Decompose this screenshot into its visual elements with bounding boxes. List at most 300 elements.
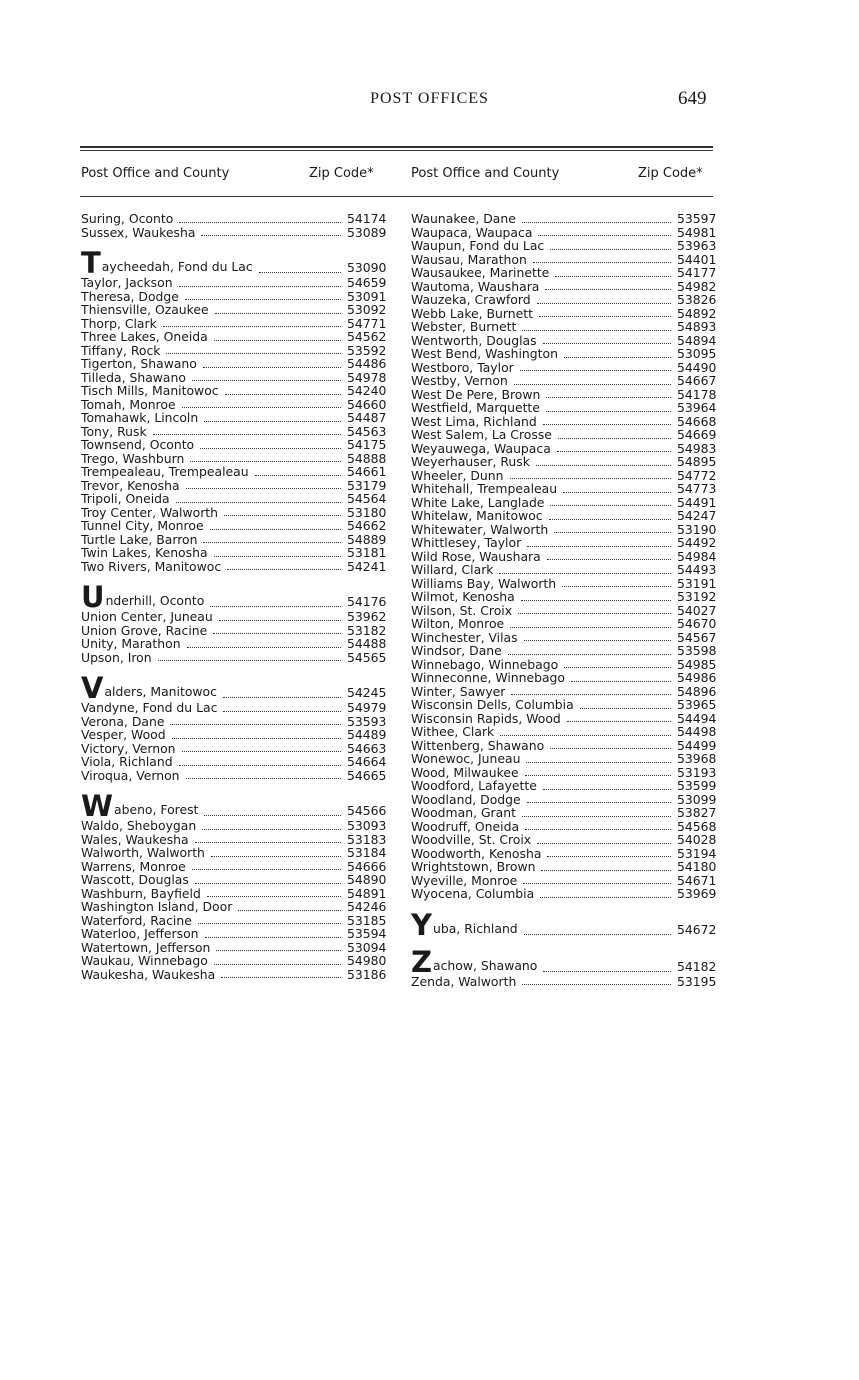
letter-group bbox=[411, 944, 717, 989]
list-item bbox=[81, 246, 387, 280]
initial-letter: V bbox=[81, 671, 104, 705]
right-column-zip-label: Zip Code* bbox=[638, 166, 703, 181]
list-item bbox=[411, 975, 717, 989]
post-office-name: Union Grove, Racine bbox=[81, 622, 208, 638]
dot-leader bbox=[182, 407, 341, 408]
list-item bbox=[411, 455, 717, 469]
post-office-name: Williams Bay, Walworth bbox=[411, 575, 557, 591]
post-office-name: Tony, Rusk bbox=[81, 423, 147, 439]
dot-leader bbox=[179, 222, 341, 223]
post-office-name: Winnebago, Winnebago bbox=[411, 656, 559, 672]
zip-code: 54499 bbox=[677, 737, 717, 753]
zip-code: 53969 bbox=[677, 886, 717, 901]
post-office-name: Wisconsin Rapids, Wood bbox=[411, 710, 561, 726]
post-office-name: Westby, Vernon bbox=[411, 373, 508, 388]
dot-leader bbox=[527, 802, 671, 803]
dot-leader bbox=[201, 235, 341, 236]
post-office-name: Tomahawk, Lincoln bbox=[81, 410, 199, 425]
list-item bbox=[411, 739, 717, 753]
list-item bbox=[81, 637, 387, 651]
zip-code: 54668 bbox=[677, 413, 717, 429]
zip-code: 53191 bbox=[677, 575, 717, 591]
dot-leader bbox=[500, 735, 671, 736]
zip-code: 53593 bbox=[347, 713, 387, 729]
list-item bbox=[411, 226, 717, 240]
initial-letter: U bbox=[81, 580, 105, 614]
post-office-name: Webb Lake, Burnett bbox=[411, 305, 533, 321]
dot-leader bbox=[255, 475, 341, 476]
dot-leader bbox=[210, 529, 341, 530]
zip-code: 54984 bbox=[677, 548, 717, 564]
dot-leader bbox=[533, 262, 671, 263]
list-item bbox=[411, 253, 717, 267]
dot-leader bbox=[259, 272, 341, 273]
dot-leader bbox=[195, 883, 341, 884]
zip-code: 54493 bbox=[677, 562, 717, 577]
zip-code: 54491 bbox=[677, 494, 717, 510]
initial-letter: Z bbox=[411, 944, 433, 979]
dot-leader bbox=[550, 249, 671, 250]
post-office-name: Wittenberg, Shawano bbox=[411, 737, 545, 753]
letter-group bbox=[81, 212, 387, 239]
list-item bbox=[81, 344, 387, 358]
dot-leader bbox=[216, 950, 341, 951]
dot-leader bbox=[204, 421, 341, 422]
list-item bbox=[81, 651, 387, 665]
post-office-name: Verona, Dane bbox=[81, 713, 165, 729]
zip-code: 53190 bbox=[677, 521, 717, 537]
post-office-name-rest: achow, Shawano bbox=[433, 957, 538, 973]
dot-leader bbox=[192, 380, 341, 381]
list-item bbox=[81, 492, 387, 506]
dot-leader bbox=[523, 883, 671, 884]
zip-code: 53968 bbox=[677, 751, 717, 766]
zip-code: 54401 bbox=[677, 251, 717, 267]
dot-leader bbox=[185, 299, 341, 300]
list-item bbox=[411, 658, 717, 672]
post-office-name: Withee, Clark bbox=[411, 724, 495, 739]
post-office-name: Waldo, Sheboygan bbox=[81, 818, 197, 833]
left-column-label: Post Office and County bbox=[81, 166, 230, 181]
zip-code: 53182 bbox=[347, 622, 387, 638]
list-item bbox=[81, 519, 387, 533]
dot-leader bbox=[203, 367, 341, 368]
post-office-name: West Bend, Washington bbox=[411, 346, 558, 361]
post-office-name bbox=[81, 246, 253, 280]
list-item bbox=[81, 465, 387, 479]
zip-code: 54486 bbox=[347, 356, 387, 371]
list-item bbox=[81, 303, 387, 317]
zip-code: 54027 bbox=[677, 602, 717, 618]
post-office-name: Whitewater, Walworth bbox=[411, 521, 549, 537]
dot-leader bbox=[540, 897, 671, 898]
list-item bbox=[81, 317, 387, 331]
list-item bbox=[411, 307, 717, 321]
post-office-name-rest: abeno, Forest bbox=[114, 802, 199, 817]
dot-leader bbox=[520, 370, 671, 371]
zip-code: 54665 bbox=[347, 767, 387, 783]
zip-code: 54562 bbox=[347, 329, 387, 344]
zip-code: 54660 bbox=[347, 396, 387, 412]
list-item bbox=[411, 725, 717, 739]
post-office-name: White Lake, Langlade bbox=[411, 494, 545, 510]
list-item bbox=[81, 715, 387, 729]
zip-code: 54891 bbox=[347, 885, 387, 901]
list-item bbox=[411, 671, 717, 685]
dot-leader bbox=[555, 276, 671, 277]
post-office-name: Wentworth, Douglas bbox=[411, 332, 537, 348]
zip-code: 53186 bbox=[347, 966, 387, 982]
zip-code: 53826 bbox=[677, 292, 717, 307]
post-office-name: Sussex, Waukesha bbox=[81, 224, 196, 240]
list-item bbox=[81, 954, 387, 968]
post-office-name: Tomah, Monroe bbox=[81, 396, 176, 412]
zip-code: 54498 bbox=[677, 724, 717, 739]
list-item bbox=[81, 728, 387, 742]
dot-leader bbox=[525, 829, 671, 830]
dot-leader bbox=[525, 775, 671, 776]
zip-code: 54895 bbox=[677, 454, 717, 469]
list-item bbox=[411, 536, 717, 550]
list-item bbox=[81, 860, 387, 874]
dot-leader bbox=[522, 330, 671, 331]
zip-code: 53184 bbox=[347, 845, 387, 860]
letter-group bbox=[81, 671, 387, 783]
list-item bbox=[411, 698, 717, 712]
post-office-name: Wilton, Monroe bbox=[411, 616, 505, 631]
zip-code: 54489 bbox=[347, 727, 387, 742]
list-item bbox=[81, 968, 387, 982]
post-office-name: Trevor, Kenosha bbox=[81, 477, 180, 493]
zip-code: 53093 bbox=[347, 818, 387, 833]
zip-code: 54563 bbox=[347, 423, 387, 439]
zip-code: 53598 bbox=[677, 643, 717, 658]
list-item bbox=[81, 411, 387, 425]
post-office-name: Thorp, Clark bbox=[81, 315, 157, 331]
list-item bbox=[81, 357, 387, 371]
dot-leader bbox=[521, 600, 671, 601]
zip-code: 53094 bbox=[347, 939, 387, 955]
zip-code: 53089 bbox=[347, 224, 387, 240]
zip-code: 54566 bbox=[347, 803, 387, 818]
dot-leader bbox=[543, 789, 671, 790]
post-office-name: Woodford, Lafayette bbox=[411, 778, 537, 793]
zip-code: 54664 bbox=[347, 754, 387, 769]
dot-leader bbox=[550, 748, 671, 749]
list-item bbox=[81, 900, 387, 914]
post-office-name: Theresa, Dodge bbox=[81, 288, 179, 304]
dot-leader bbox=[499, 573, 671, 574]
list-item bbox=[411, 523, 717, 537]
list-item bbox=[411, 806, 717, 820]
dot-leader bbox=[227, 569, 341, 570]
dot-leader bbox=[205, 937, 341, 938]
post-office-name: Woodruff, Oneida bbox=[411, 818, 520, 834]
post-office-name: Wales, Waukesha bbox=[81, 831, 189, 847]
list-item bbox=[411, 944, 717, 979]
dot-leader bbox=[547, 856, 671, 857]
post-office-name: West Salem, La Crosse bbox=[411, 427, 552, 442]
dot-leader bbox=[550, 505, 671, 506]
zip-code: 53827 bbox=[677, 805, 717, 820]
header-rule bbox=[80, 196, 713, 197]
dot-leader bbox=[522, 222, 671, 223]
post-office-name-rest: alders, Manitowoc bbox=[104, 684, 217, 699]
list-item bbox=[411, 644, 717, 658]
post-office-name: Winter, Sawyer bbox=[411, 683, 506, 699]
post-office-name: Waukau, Winnebago bbox=[81, 953, 208, 968]
zip-code: 54978 bbox=[347, 369, 387, 385]
list-item bbox=[81, 941, 387, 955]
dot-leader bbox=[210, 606, 341, 607]
post-office-name: Waukesha, Waukesha bbox=[81, 966, 216, 982]
post-office-name: Wascott, Douglas bbox=[81, 872, 189, 887]
post-office-name-rest: aycheedah, Fond du Lac bbox=[101, 259, 253, 274]
list-item bbox=[81, 276, 387, 290]
list-item bbox=[411, 401, 717, 415]
zip-code: 54028 bbox=[677, 832, 717, 847]
zip-code: 54666 bbox=[347, 858, 387, 874]
zip-code: 54661 bbox=[347, 464, 387, 479]
list-item bbox=[411, 550, 717, 564]
list-item bbox=[411, 388, 717, 402]
dot-leader bbox=[563, 492, 671, 493]
list-item bbox=[411, 428, 717, 442]
list-item bbox=[411, 361, 717, 375]
list-item bbox=[411, 469, 717, 483]
list-item bbox=[411, 685, 717, 699]
dot-leader bbox=[547, 559, 671, 560]
zip-code: 54175 bbox=[347, 437, 387, 452]
list-item bbox=[411, 752, 717, 766]
post-office-name: Wilmot, Kenosha bbox=[411, 589, 515, 604]
post-office-name: Union Center, Juneau bbox=[81, 609, 213, 624]
dot-leader bbox=[541, 870, 671, 871]
post-office-name: Tisch Mills, Manitowoc bbox=[81, 383, 219, 398]
dot-leader bbox=[510, 627, 671, 628]
post-office-name bbox=[411, 907, 518, 942]
list-item bbox=[81, 479, 387, 493]
dot-leader bbox=[522, 984, 671, 985]
zip-code: 53962 bbox=[347, 609, 387, 624]
list-item bbox=[81, 789, 387, 823]
dot-leader bbox=[172, 738, 341, 739]
list-item bbox=[81, 887, 387, 901]
post-office-name: Waupun, Fond du Lac bbox=[411, 238, 545, 253]
list-item bbox=[411, 631, 717, 645]
dot-leader bbox=[214, 340, 341, 341]
list-item bbox=[81, 769, 387, 783]
page-title: POST OFFICES bbox=[370, 90, 489, 107]
dot-leader bbox=[221, 977, 341, 978]
post-office-name: Waterloo, Jefferson bbox=[81, 926, 199, 941]
post-office-name: Wheeler, Dunn bbox=[411, 467, 504, 483]
dot-leader bbox=[223, 697, 341, 698]
dot-leader bbox=[564, 357, 671, 358]
zip-code: 53180 bbox=[347, 504, 387, 520]
initial-letter: W bbox=[81, 789, 113, 823]
dot-leader bbox=[224, 515, 341, 516]
list-item bbox=[81, 846, 387, 860]
zip-code: 53183 bbox=[347, 831, 387, 847]
zip-code: 54568 bbox=[677, 818, 717, 834]
page-number: 649 bbox=[678, 88, 707, 109]
list-item bbox=[81, 425, 387, 439]
post-office-name: Trego, Washburn bbox=[81, 450, 185, 466]
dot-leader bbox=[163, 326, 341, 327]
list-item bbox=[81, 384, 387, 398]
right-column bbox=[411, 212, 717, 988]
post-office-name: Woodworth, Kenosha bbox=[411, 845, 542, 861]
list-item bbox=[411, 820, 717, 834]
list-item bbox=[81, 452, 387, 466]
dot-leader bbox=[537, 843, 671, 844]
post-office-name: Vesper, Wood bbox=[81, 727, 166, 742]
post-office-name: Webster, Burnett bbox=[411, 319, 517, 334]
list-item bbox=[81, 438, 387, 452]
post-office-name: Wyocena, Columbia bbox=[411, 886, 535, 901]
zip-code: 54247 bbox=[677, 508, 717, 523]
list-item bbox=[81, 330, 387, 344]
post-office-name: Winneconne, Winnebago bbox=[411, 670, 566, 685]
list-item bbox=[411, 874, 717, 888]
post-office-name: West Lima, Richland bbox=[411, 413, 537, 429]
dot-leader bbox=[522, 816, 671, 817]
zip-code: 54981 bbox=[677, 224, 717, 240]
zip-code: 54663 bbox=[347, 740, 387, 756]
dot-leader bbox=[195, 842, 341, 843]
list-item bbox=[81, 701, 387, 715]
post-office-name: Tiffany, Rock bbox=[81, 342, 161, 358]
dot-leader bbox=[580, 708, 671, 709]
dot-leader bbox=[558, 438, 671, 439]
header-double-rule bbox=[80, 146, 713, 151]
list-item bbox=[81, 371, 387, 385]
dot-leader bbox=[179, 765, 341, 766]
post-office-name: Tripoli, Oneida bbox=[81, 491, 170, 506]
list-item bbox=[411, 833, 717, 847]
post-office-name: Two Rivers, Manitowoc bbox=[81, 558, 222, 574]
post-office-name: Thiensville, Ozaukee bbox=[81, 302, 209, 317]
zip-code: 54177 bbox=[677, 265, 717, 280]
zip-code: 53599 bbox=[677, 778, 717, 793]
list-item bbox=[411, 577, 717, 591]
dot-leader bbox=[524, 934, 671, 935]
dot-leader bbox=[219, 620, 341, 621]
list-item bbox=[81, 560, 387, 574]
post-office-name: Upson, Iron bbox=[81, 649, 152, 665]
post-office-name: Trempealeau, Trempealeau bbox=[81, 464, 249, 479]
list-item bbox=[81, 610, 387, 624]
dot-leader bbox=[200, 448, 341, 449]
list-item bbox=[411, 847, 717, 861]
list-item bbox=[411, 604, 717, 618]
list-item bbox=[81, 671, 387, 705]
post-office-name: Zenda, Walworth bbox=[411, 973, 517, 989]
dot-leader bbox=[211, 856, 341, 857]
dot-leader bbox=[187, 647, 341, 648]
dot-leader bbox=[543, 971, 671, 972]
dot-leader bbox=[214, 964, 341, 965]
letter-group bbox=[81, 580, 387, 665]
post-office-name bbox=[81, 671, 217, 705]
list-item bbox=[411, 590, 717, 604]
list-item bbox=[81, 873, 387, 887]
zip-code: 54979 bbox=[347, 700, 387, 715]
dot-leader bbox=[546, 397, 671, 398]
post-office-name: Warrens, Monroe bbox=[81, 858, 186, 874]
zip-code: 54176 bbox=[347, 594, 387, 609]
dot-leader bbox=[557, 451, 671, 452]
zip-code: 53185 bbox=[347, 912, 387, 928]
post-office-name: Waterford, Racine bbox=[81, 912, 192, 928]
zip-code: 54241 bbox=[347, 558, 387, 574]
zip-code: 54670 bbox=[677, 616, 717, 631]
dot-leader bbox=[562, 586, 671, 587]
post-office-name: Waunakee, Dane bbox=[411, 211, 516, 226]
dot-leader bbox=[518, 613, 671, 614]
zip-code: 54245 bbox=[347, 685, 387, 700]
dot-leader bbox=[527, 546, 671, 547]
zip-code: 53964 bbox=[677, 400, 717, 415]
dot-leader bbox=[549, 519, 671, 520]
zip-code: 53099 bbox=[677, 791, 717, 807]
list-item bbox=[411, 907, 717, 942]
zip-code: 54182 bbox=[677, 958, 717, 974]
dot-leader bbox=[223, 711, 341, 712]
letter-group bbox=[411, 907, 717, 942]
dot-leader bbox=[176, 502, 341, 503]
post-office-name: Tunnel City, Monroe bbox=[81, 518, 204, 533]
zip-code: 54174 bbox=[347, 211, 387, 226]
list-item bbox=[411, 442, 717, 456]
post-office-name: Victory, Vernon bbox=[81, 740, 176, 756]
list-item bbox=[81, 290, 387, 304]
post-office-name: Whitelaw, Manitowoc bbox=[411, 508, 543, 523]
zip-code: 54669 bbox=[677, 427, 717, 442]
dot-leader bbox=[158, 660, 341, 661]
dot-leader bbox=[543, 424, 671, 425]
post-office-name bbox=[411, 944, 538, 979]
list-item bbox=[411, 347, 717, 361]
post-office-name: Woodland, Dodge bbox=[411, 791, 521, 807]
initial-letter: Y bbox=[411, 907, 432, 942]
post-office-name: Troy Center, Walworth bbox=[81, 504, 219, 520]
list-item bbox=[411, 415, 717, 429]
zip-code: 53194 bbox=[677, 845, 717, 861]
dot-leader bbox=[571, 681, 671, 682]
zip-code: 54565 bbox=[347, 649, 387, 665]
zip-code: 54894 bbox=[677, 332, 717, 348]
dot-leader bbox=[190, 461, 341, 462]
post-office-name: Whittlesey, Taylor bbox=[411, 535, 522, 550]
list-item bbox=[411, 482, 717, 496]
zip-code: 53090 bbox=[347, 260, 387, 275]
post-office-name-rest: nderhill, Oconto bbox=[105, 593, 205, 608]
zip-code: 54772 bbox=[677, 467, 717, 483]
dot-leader bbox=[202, 829, 341, 830]
zip-code: 54487 bbox=[347, 410, 387, 425]
dot-leader bbox=[215, 313, 341, 314]
post-office-name: Tigerton, Shawano bbox=[81, 356, 197, 371]
post-office-name: Viola, Richland bbox=[81, 754, 173, 769]
list-item bbox=[411, 712, 717, 726]
post-office-name: Wilson, St. Croix bbox=[411, 602, 513, 618]
zip-code: 54892 bbox=[677, 305, 717, 321]
post-office-name: Walworth, Walworth bbox=[81, 845, 205, 860]
post-office-name: Wood, Milwaukee bbox=[411, 764, 519, 780]
post-office-name: Wrightstown, Brown bbox=[411, 859, 536, 874]
